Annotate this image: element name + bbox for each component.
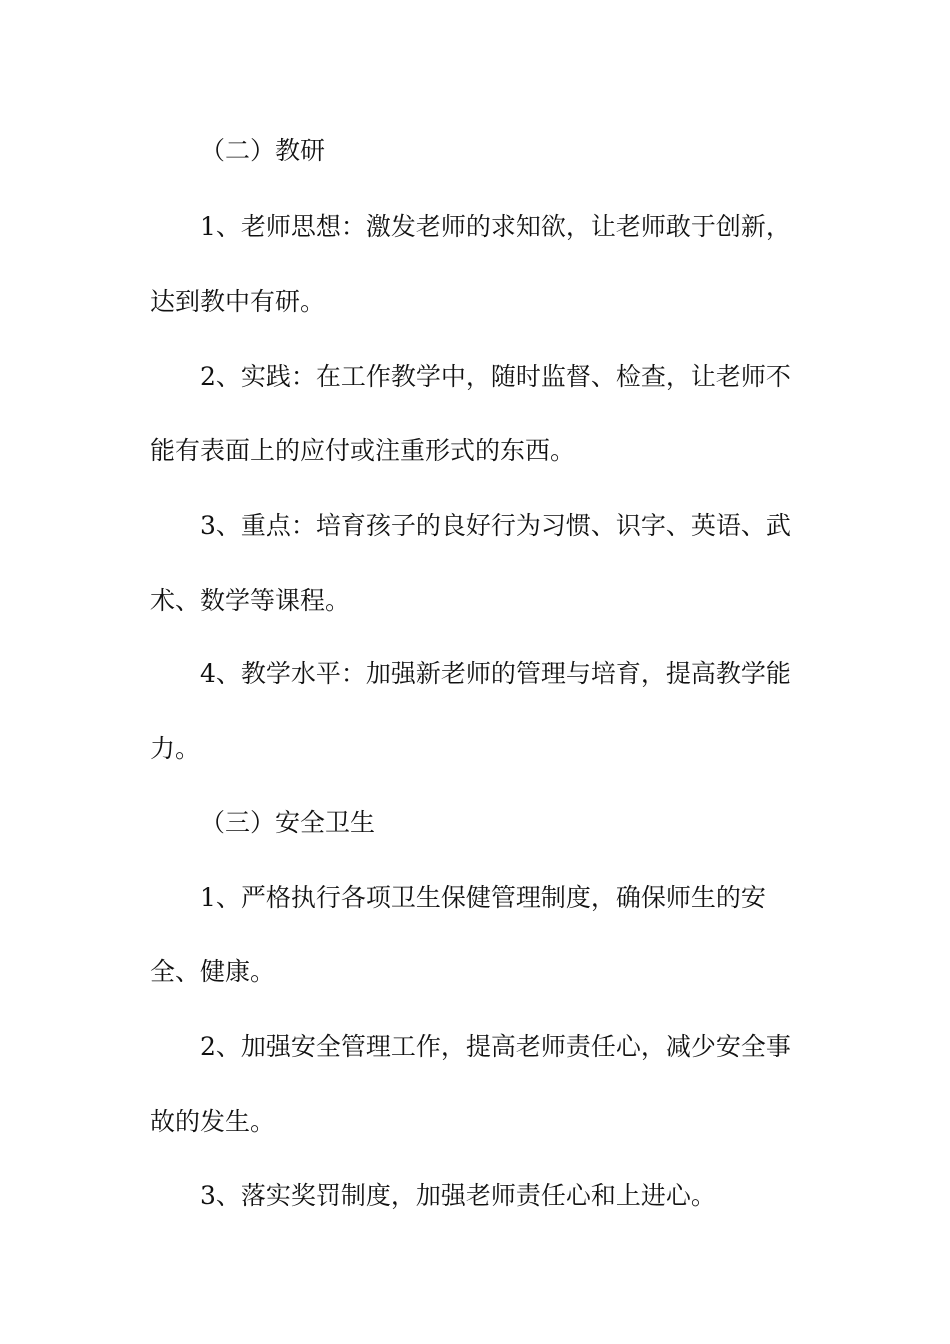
paragraph-line: 全、健康。 (150, 957, 276, 986)
paragraph-line: 能有表面上的应付或注重形式的东西。 (150, 436, 576, 465)
paragraph-line: 1、老师思想：激发老师的求知欲，让老师敢于创新， (200, 212, 791, 241)
paragraph-line: 达到教中有研。 (150, 287, 326, 316)
paragraph-line: 故的发生。 (150, 1107, 276, 1136)
paragraph-line: 1、严格执行各项卫生保健管理制度，确保师生的安 (200, 883, 766, 912)
paragraph-line: 3、落实奖罚制度，加强老师责任心和上进心。 (200, 1181, 716, 1210)
section-heading-safety-hygiene: （三）安全卫生 (200, 808, 376, 837)
paragraph-line: 3、重点：培育孩子的良好行为习惯、识字、英语、武 (200, 511, 791, 540)
paragraph-line: 力。 (150, 734, 201, 763)
paragraph-line: 术、数学等课程。 (150, 586, 351, 615)
section-heading-teaching-research: （二）教研 (200, 136, 326, 165)
paragraph-line: 4、教学水平：加强新老师的管理与培育，提高教学能 (200, 659, 791, 688)
paragraph-line: 2、实践：在工作教学中，随时监督、检查，让老师不 (200, 362, 791, 391)
paragraph-line: 2、加强安全管理工作，提高老师责任心，减少安全事 (200, 1032, 791, 1061)
